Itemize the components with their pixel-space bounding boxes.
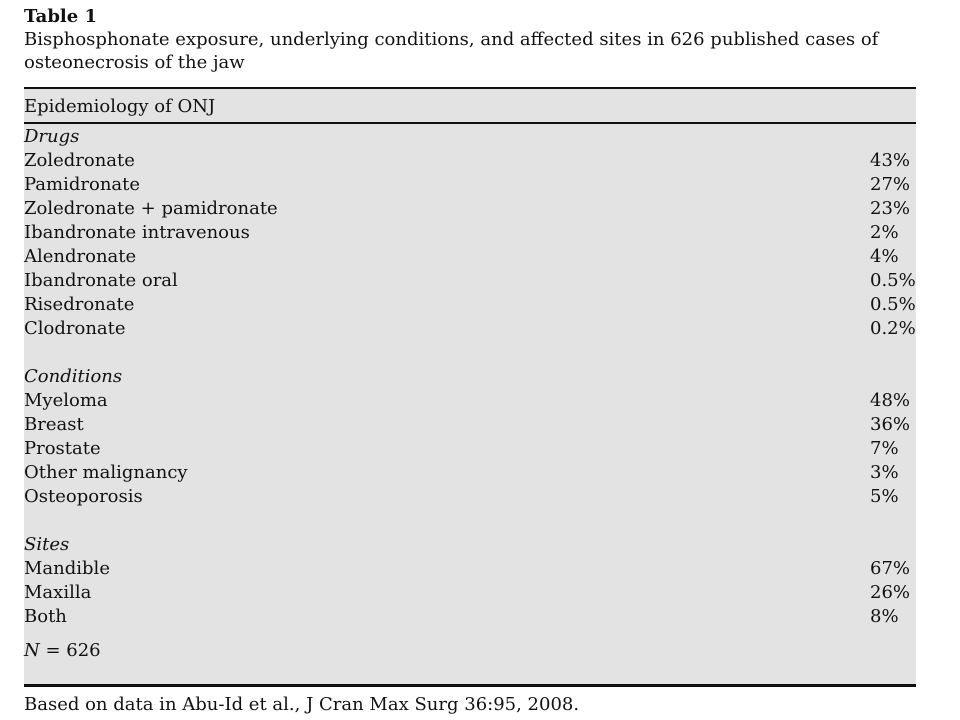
row-label: Zoledronate + pamidronate [24, 198, 278, 219]
table-row [24, 413, 916, 437]
table-row [24, 437, 916, 461]
table-row [24, 605, 916, 629]
section-heading: Conditions [24, 366, 123, 387]
row-value: 48% [870, 390, 911, 411]
sample-size-value: = 626 [39, 640, 101, 661]
row-label: Alendronate [24, 246, 137, 267]
row-value: 2% [870, 222, 899, 243]
table-row [24, 389, 916, 413]
row-value: 5% [870, 486, 899, 507]
row-label: Osteoporosis [24, 486, 143, 507]
row-label: Mandible [24, 558, 110, 579]
row-value: 36% [870, 414, 911, 435]
sample-size-symbol: N [24, 640, 40, 661]
epidemiology-table [24, 87, 916, 687]
table-row [24, 557, 916, 581]
row-value: 67% [870, 558, 911, 579]
row-value: 3% [870, 462, 899, 483]
table-row [24, 461, 916, 485]
row-value: 0.5% [870, 270, 916, 291]
row-label: Pamidronate [24, 174, 141, 195]
row-value: 0.2% [870, 318, 916, 339]
table-body [24, 124, 916, 629]
row-label: Ibandronate intravenous [24, 222, 250, 243]
row-label: Breast [24, 414, 84, 435]
row-value: 4% [870, 246, 899, 267]
section-heading: Drugs [24, 126, 80, 147]
row-value: 43% [870, 150, 911, 171]
table-row [24, 581, 916, 605]
row-value: 23% [870, 198, 911, 219]
table-footnote: Based on data in Abu-Id et al., J Cran Max Surg 36:95, 2008. [24, 694, 580, 715]
row-label: Both [24, 606, 67, 627]
table-row [24, 173, 916, 197]
section-spacer [24, 341, 916, 365]
row-label: Prostate [24, 438, 101, 459]
sample-size-line [24, 639, 916, 663]
table-title-block [24, 6, 924, 74]
row-value: 26% [870, 582, 911, 603]
table-column-header: Epidemiology of ONJ [24, 89, 916, 124]
table-row [24, 149, 916, 173]
row-label: Clodronate [24, 318, 126, 339]
row-label: Ibandronate oral [24, 270, 178, 291]
row-label: Myeloma [24, 390, 108, 411]
row-value: 0.5% [870, 294, 916, 315]
row-label: Risedronate [24, 294, 135, 315]
table-row [24, 293, 916, 317]
row-label: Maxilla [24, 582, 92, 603]
table-row [24, 221, 916, 245]
row-value: 27% [870, 174, 911, 195]
table-caption: Bisphosphonate exposure, underlying conditions, and affected sites in 626 published cases of osteonecrosis of the jaw [24, 29, 879, 73]
row-value: 8% [870, 606, 899, 627]
table-row [24, 245, 916, 269]
table-row [24, 317, 916, 341]
table-row [24, 485, 916, 509]
row-value: 7% [870, 438, 899, 459]
section-spacer [24, 509, 916, 533]
row-label: Zoledronate [24, 150, 135, 171]
section-heading: Sites [24, 534, 70, 555]
table-label: Table 1 [24, 6, 98, 27]
table-row [24, 269, 916, 293]
row-label: Other malignancy [24, 462, 188, 483]
table-row [24, 197, 916, 221]
